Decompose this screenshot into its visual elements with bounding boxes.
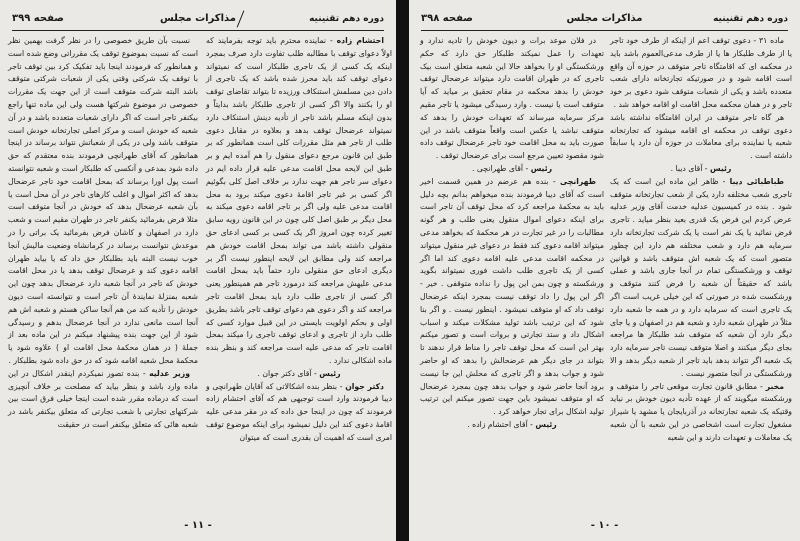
text-paragraph [610,112,792,163]
page-number: صفحه ۳۹۸ [421,13,473,24]
speaker-name: احتشام زاده [336,36,384,45]
speaker-name: رئیس [535,419,557,429]
right-page [409,0,800,541]
text-column-left [420,35,604,432]
speech-paragraph [206,35,392,368]
paragraph-text: - بنده تصور نمیکردم اینقدر اشکال در این ماده وارد باشد و بنظر بیاید که مصلحت بر خلاف آنچیزی است که درماده مقرر شده است اینجا خیلی فرق است بین شرکتهای تجارتی با شعب تجارتی که متعلق بیکنفر باشد در شعبه هائی که متعلق بیکنفر است در حقیقت [8,368,198,429]
speech-paragraph [610,381,792,445]
text-column-left [8,35,198,432]
speech-paragraph [420,176,604,419]
paragraph-text: - بنده هم عرضم در همین قسمت اخیر است که آقای دیبا فرمودند بنده میخواهم بدانم بچه دلیل باید به محکمهٔ مراجعه کرد که محل توقف آن تاجر است برای اینکه دعوای اموال منقول یعنی طلب و هر گونه مطالبات را در غیر تجارت در هر محکمهٔ که بخواهد مدعی میتواند اقامه دعوی کند فقط در دعوای غیر منقول میتواند در محکمه اقامت مدعی علیه اقامه دعوی کند اما اگر کسی از یک تاجری طلب داشت فوری نمیتواند بگوید ورشکسته و چون بمن این پول را نداده متوقفی . خیر - اگر این پول را داد توقف نیست بمجرد اینکه عرضحال توقف داد که او متوقف نمیشود . اینطور نیست . و اگر بنا شود که این ترتیب باشد تولید مشکلات میکند و اسباب اشکال داد و ستد تجارتی و بروات است و تصور میکنم بهتر این است که محل توقف تاجر را مناط قرار ندهند تا بتواند در جای دیگر هم عرضحالش را بدهد که او حاضر شود و جواب بدهد و اگر تاجری که محلش این جا نیست برود آنجا حاضر شود و جواب بدهد چون بمجرد عرضحال که او متوقف نمیشود باین جهت تصور میکنم این ترتیب تولید اشکال برای تجار خواهد کرد . [420,176,604,417]
speaker-name: دکتر جوان [345,381,384,391]
speech-paragraph [610,163,792,176]
paragraph-text: ماده ۳۱ - دعوی توقف اعم از اینکه از طرف خود تاجر یا از طرف طلبکار ها یا از طرف مدعی‌العموم باشد باید در محکمه ای که اقامتگاه تاجر متوقف در حوزه آن واقع است اقامه شود و در صورتیکه تجارتخانه دارای شعب متعدده باشد و یکی از شعبات متوقف شود دعوی بر خود تاجر و در همان محکمه محل اقامت او اقامه خواهد شد . [610,36,792,109]
speech-paragraph [420,419,604,432]
paragraph-text: - بنظر بنده اشکالاتی که آقایان طهرانچی و دیبا فرمودند وارد است توجیهی هم که آقای احتشام زاده فرمودند که چون در اینجا حق داده که در مقر مدعی علیه اقامهٔ دعوی کند این دلیل نمیشود برای اینکه موضوع توقف امری است که اهمیت آن بقدری است که میتوان [206,381,392,442]
text-paragraph [610,35,792,112]
speaker-name: وزیر عدلیه [149,368,190,378]
paragraph-text: هر گاه تاجر متوقف در ایران اقامتگاه نداشته باشد دعوی توقف در محکمه ای اقامه میشود که تجارتخانه شعبه یا نماینده برای معاملات در حوزه آن دارد یا سابقاً داشته است . [610,112,792,161]
speaker-name: طباطبائی دیبا [729,176,784,186]
speaker-name: رئیس [710,163,732,173]
paragraph-text: - آقای دیبا . [670,163,711,173]
page-number: صفحه ۳۹۹ [12,13,64,24]
left-page [0,0,396,541]
speech-paragraph [420,163,604,176]
page-footer-number: - ۱۰ - [590,520,619,531]
session-period: دوره دهم تقنینیه [309,14,384,24]
text-column-right [206,35,392,445]
speech-paragraph [206,381,392,445]
paragraph-text: - نماینده محترم باید توجه بفرمایند که اولاً دعوای توقف با مطالبه طلب تفاوت دارد صرف بمجرد اینکه یک کسی از یک تاجری طلبکار است که نمیتواند دعوای توقف کند باید محرز شده باشد که یک تاجری از دادن دین مسلمش استنکاف ورزیده تا بتواند تقاضای توقف او را بکنند والا اگر کسی از تاجری طلبکار باشد بدایتاً و بدون اینکه مسلم باشد تاجر از تأدیه دینش استنکاف دارد نمیتواند عرضحال توقف بدهد و بعلاوه در مقابل دعوی طلب از تاجر هم مثل مقررات کلی است همانطور که بر طبق این قانون مرجع دعوای منقول را هم آمده ایم و بر طبق این لایحه محل اقامت مدعی علیه قرار داده ایم در دعوای سر تاجر هم جهت ندارد بر خلاف اصل کلی بگوئیم اگر کسی بر غیر تاجر اقامهٔ دعوی میکند برود به محل اقامت مدعی علیه ولی اگر بر تاجر اقامه دعوی میکند به محل دیگر بر طبق اصل کلی چون در این قانون رویه سابق تغییر کرده چون امروز اگر یک کسی بر کسی ادعای حق منقولی داشته باشد می تواند بمحل اقامت خودش هم مراجعه کند ولی مطابق این لایحه اینطور نیست اگر بر دیگری ادعای حق منقولی دارد حتماً باید بمحل اقامت مدعی علیهش مراجعه کند درمورد تاجر هم همینطور یعنی اگر کسی از تاجری طلب دارد باید بمحل اقامت تاجر مراجعه کند و اگر دعوی هم دعوای توقف تاجر باشد بطریق اولی و بحکم اولویت بایستی در این قبیل موارد کسی که طلب دارد از تاجری و ادعای توقف تاجری را میکند بمحل اقامت تاجر که مدعی علیه است مراجعه کند و بنظر بنده ماده اشکالی ندارد . [206,36,392,365]
speaker-name: رئیس [319,368,341,378]
paragraph-text: - آقای طهرانچی . [471,163,531,173]
speech-paragraph [610,176,792,381]
paragraph-text: - آقای احتشام زاده . [467,419,536,429]
speech-paragraph [206,368,392,381]
paragraph-text: - ظاهر این ماده این است که یک تاجری شعب مختلفه دارد یکی از شعب تجارتخانه متوقف شود . بنده در کمیسیون عدلیه خدمت آقای وزیر عدلیه عرض کردم این فرض یک قدری بعید بنظر میاید . تاجری فرض نمائید یا یک نفر است یا یک شرکت تجارتخانه دارد سرمایه هم دارد و شعب مختلفه هم دارد این چطور متصور است که یک شعبه اش متوقف باشد و قوانین توقف و ورشکستگی تمام در آنجا جاری باشد و عملی باشد که حقیقتاً آن شعبه را فرض کنند متوقف و ورشکست شده در صورتی که این خیلی غریب است اگر یک تاجری است که سرمایه دارد و در همه جا شعبه دارد مثلاً در طهران شعبه دارد و شعبه هم در اصفهان و یا جای دیگر دارد آن شعبه که متوقف شد طلبکار ها مراجعه بجای دیگر میکنند و اصلا متوقف نیست تاجر سرمایه دارد یک شعبه اگر نتواند بدهد باید تاجر از شعبه دیگر بدهد و الا ورشکستگی در آنجا متصور نیست . [610,176,792,378]
speaker-name: طهرانچی [560,176,596,186]
book-spine [396,0,409,541]
paragraph-text: - مطابق قانون تجارت موقعی تاجر را متوقف و ورشکسته میگویند که از عهده تأدیه دیون خودش بر نیاید وقتیکه یک شعبه تجارتخانه در آذربایجان یا مشهد یا شیراز مشغول تجارت است اشخاصی در این شعبه با آن شعبه یک معاملات و تعهدات دارند و این شعبه [610,381,792,442]
page-header [12,8,384,31]
speech-paragraph [8,368,198,432]
paragraph-text: نسبت بآن طریق خصوصی را در نظر گرفت بهمین نظر است که نسبت بموضوع توقف یک مقرراتی وضع شده است و همانطور که فرمودند اینجا باید تفکیک کرد بین توقف تاجر با توقف یک شرکتی وقتی یکی از شعبات شرکتی متوقف باشد البته شرکت متوقف است از این جهت یک مقررات خصوصی در موضوع شرکتها هست ولی این ماده تنها راجع بیکنفر تاجر است که اگر دارای شعبات متعدده باشد و در آن شعبه که خودش است و مرکز اصلی تجارتخانه خودش است متوقف باشد ولی در یکی از شعباتش نتواند برساند در اینجا همانطور که آقای طهرانچی فرمودند بنده معتقدم که حق داده شود بمدعی و آنکسی که طلبکار است و شعبه نتوانسته است پول اورا برساند که بمحل اقامت خود تاجر عرضحال بدهد که اکثر اموال و اغلب کارهای تاجر در آن محل است یا بآن شعبه عرضحال بدهد که خودش در آنجا متوقف است مثلا فرض بفرمائید یکنفر تاجر در طهران مقیم است و شعب دارد در اصفهان و کاشان فرض بفرمائید یک براتی را در موعدش نتوانست برساند در کرمانشاه وضعیت مالیش آنجا خوب نیست البته باید بطلبکار حق داد که یا بیاید طهران اقامه دعوی کند و عرضحال توقف بدهد یا در محل اقامت خودش که تاجر در آنجا شعبه دارد عرضحال بدهد چون این شعبه بمنزلهٔ نمایندهٔ آن تاجر است و نتوانسته است دیون خودش را تأدیه کند من هم آنجا ساکن هستم و شعبه اش هم آنجا است مانعی ندارد در آنجا عرضحال بدهم و رسیدگی شود از این جهت بنده پیشنهاد میکنم در این ماده بعد از جملهٔ ( در همان محکمهٔ محل اقامت او ) علاوه شود یا محکمهٔ محل شعبه اقامه شود که در حق داده شود بطلبکار . [7,36,198,365]
text-paragraph [8,35,198,368]
speaker-name: رئیس [530,163,553,173]
text-paragraph [420,35,604,163]
publication-title: مذاکرات مجلس [566,13,643,24]
paragraph-text: در فلان موعد برات و دیون خودش را تادیه ندارد و تعهدات را عمل نمیکند طلبکار حق دارد که حکم ورشکستگی او را بخواهد حالا این شعبه متعلق است بیک تاجری که در طهران اقامت دارد میتواند عرضحال توقف خودش را بدهد محکمه در مقام تحقیق بر میاید که آیا متوقف است یا نیست . وارد رسیدگی میشود یا تاجر مقیم مرکز سرمایه میرساند که تعهدات خودش را بدهد که متوقف نباشد یا عکس است واقعاً متوقف باشد در این صورت باید به محل اقامت خود تاجر عرضحال توقف داده شود مقصود تعیین مرجع است برای عرضحال توقف . [420,36,604,161]
paragraph-text: - آقای دکتر جوان . [257,368,320,378]
page-header [421,8,788,31]
text-column-right [610,35,792,445]
speaker-name: مخبر [765,381,784,391]
publication-title: مذاکرات مجلس [159,13,236,24]
session-period: دوره دهم تقنینیه [713,14,788,24]
page-footer-number: - ۱۱ - [184,520,212,531]
